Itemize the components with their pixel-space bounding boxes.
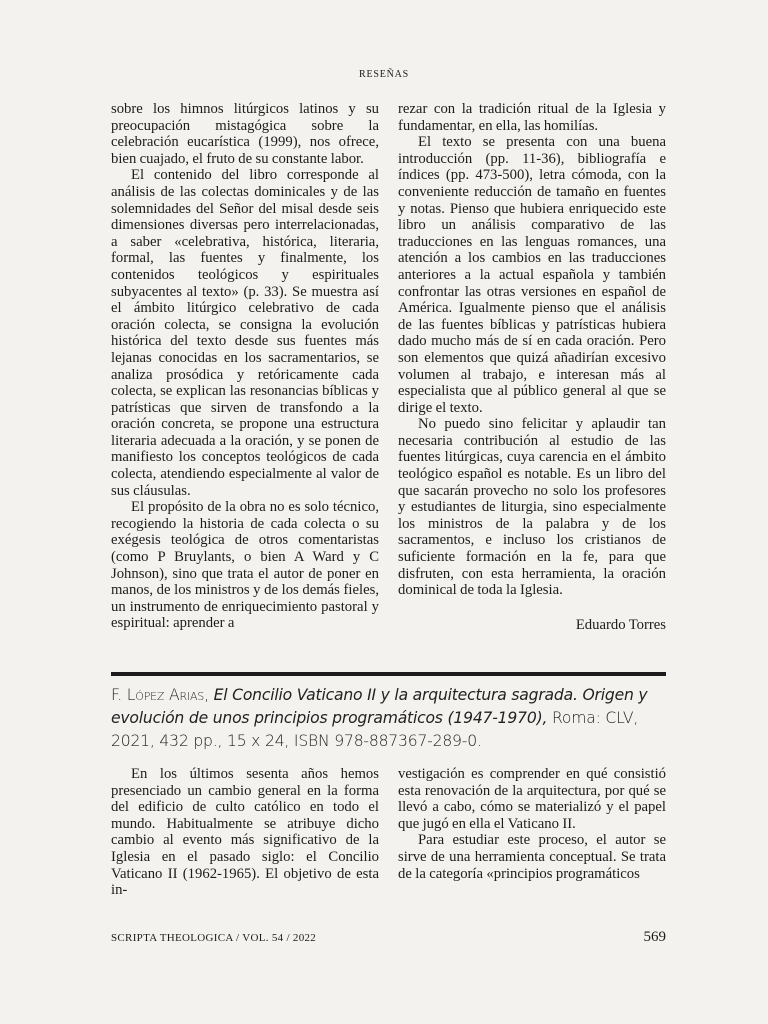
section-divider xyxy=(111,672,666,676)
new-review-left-column xyxy=(111,766,379,899)
author-surname: López Arias, xyxy=(126,686,209,704)
body-paragraph: No puedo sino felicitar y aplaudir tan necesaria contribución al estudio de las fuentes litúrgicas, cuya carencia en el ámbito teológico español es notable. Es un libro del que sacarán provecho no solo los profesores y estudiantes de liturgia, sino especialmente los ministros de la palabra y de los sacramentos, e incluso los cristianos de suficiente formación en la fe, para que disfruten, con esta herramienta, la oración dominical de toda la Iglesia. xyxy=(398,416,666,599)
reviewer-signature: Eduardo Torres xyxy=(575,616,666,633)
body-paragraph: El texto se presenta con una buena introducción (pp. 11-36), bibliografía e índices (pp. 473-500), letra cómoda, con la conveniente reducción de tamaño en fuentes y notas. Pienso que hubiera enriquecido este libro un análisis comparativo de las traducciones en las lenguas romances, una atención a los cambios en las traducciones anteriores a la actual española y también confrontar las otras versiones en español de América. Igualmente pienso que el análisis de las fuentes bíblicas y patrísticas hubiera dado mucho más de sí en cada oración. Pero son elementos que quizá añadirían excesivo volumen al trabajo, e interesan más al especialista que al público general al que se dirige el texto. xyxy=(398,134,666,416)
author-initial: F. xyxy=(111,686,127,704)
body-paragraph: En los últimos sesenta años hemos presenciado un cambio general en la forma del edificio de culto católico en todo el mundo. Habitualmente se atribuye dicho cambio al evento más significativo de la Iglesia en el pasado siglo: el Concilio Vaticano II (1962-1965). El objetivo de esta in- xyxy=(111,766,379,899)
previous-review-body xyxy=(111,101,666,633)
new-review-body xyxy=(111,766,666,899)
running-head: RESEÑAS xyxy=(358,69,410,80)
body-paragraph: rezar con la tradición ritual de la Iglesia y fundamentar, en ella, las homilías. xyxy=(398,101,666,134)
book-citation xyxy=(111,684,671,752)
body-paragraph: Para estudiar este proceso, el autor se sirve de una herramienta conceptual. Se trata de la categoría «principios programáticos xyxy=(398,832,666,882)
page-footer xyxy=(111,929,666,946)
body-paragraph: vestigación es comprender en qué consistió esta renovación de la arquitectura, por qué se llevó a cabo, cómo se materializó y el papel que jugó en ella el Vaticano II. xyxy=(398,766,666,832)
book-title: El Concilio Vaticano II y la arquitectura sagrada. Origen y evolución de unos principios programáticos (1947-1970), xyxy=(111,686,648,727)
body-paragraph: sobre los himnos litúrgicos latinos y su preocupación mistagógica sobre la celebración eucarística (1999), nos ofrece, bien cuajado, el fruto de su constante labor. xyxy=(111,101,379,167)
journal-citation: SCRIPTA THEOLOGICA / VOL. 54 / 2022 xyxy=(111,932,317,944)
page-number: 569 xyxy=(643,929,666,945)
previous-review-right-column xyxy=(398,101,666,633)
body-paragraph: El contenido del libro corresponde al análisis de las colectas dominicales y de las solemnidades del Señor del misal desde seis dimensiones diversas pero interrelacionadas, a saber «celebrativa, histórica, literaria, formal, las fuentes y finalmente, los contenidos teológicos y espirituales subyacentes al texto» (p. 33). Se muestra así el ámbito litúrgico celebrativo de cada oración colecta, se consigna la evolución histórica del texto desde sus fuentes más lejanas conocidas en los sacramentarios, se analiza prosódica y retóricamente cada colecta, se explican las resonancias bíblicas y patrísticas que sirven de transfondo a la oración concreta, se propone una estructura literaria adecuada a la oración, y se ponen de manifiesto los conceptos teológicos de cada colecta, atendiendo especialmente al valor de sus cláusulas. xyxy=(111,167,379,499)
publication-info: Roma: CLV, 2021, 432 pp., 15 x 24, ISBN 978-887367-289-0. xyxy=(111,708,639,750)
previous-review-left-column xyxy=(111,101,379,633)
body-paragraph: El propósito de la obra no es solo técnico, recogiendo la historia de cada colecta o su exégesis teológica de otros comentaristas (como P Bruylants, o bien A Ward y C Johnson), sino que trata el autor de poner en manos, de los ministros y de los demás fieles, un instrumento de enriquecimiento pastoral y espiritual: aprender a xyxy=(111,499,379,632)
new-review-right-column xyxy=(398,766,666,899)
